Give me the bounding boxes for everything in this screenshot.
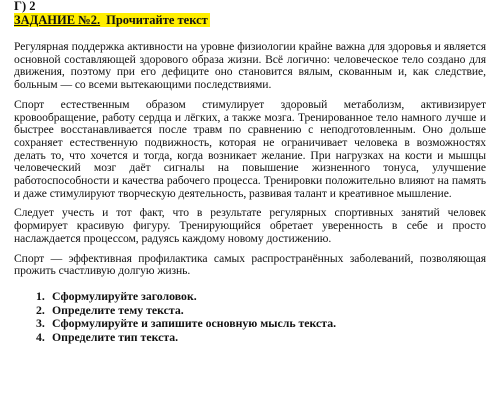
task-item-number: 4. bbox=[36, 329, 45, 344]
text-paragraph-1: Регулярная поддержка активности на уровне физиологии крайне важна для здоровья и является основной составляющей здорового образа жизни. Всё логично: человеческое тело создано для движения, поэтому при его дефиците оно становится вялым, скованным и, как следствие, больным — со всеми вытекающими последствиями. bbox=[14, 40, 486, 92]
text-paragraph-3: Следует учесть и тот факт, что в результате регулярных спортивных занятий человек формирует красивую фигуру. Тренирующийся обретает уверенность в себе и просто наслаждается процессом, радуясь каждому новому достижению. bbox=[14, 206, 486, 245]
task-item-text: Сформулируйте заголовок. bbox=[52, 288, 197, 303]
text-paragraph-4: Спорт — эффективная профилактика самых распространённых заболеваний, позволяющая прожить счастливую долгую жизнь. bbox=[14, 251, 486, 278]
worksheet-page bbox=[14, 0, 486, 344]
task-item-number: 3. bbox=[36, 316, 45, 331]
task-number: ЗАДАНИЕ №2. bbox=[14, 13, 101, 27]
text-paragraph-2: Спорт естественным образом стимулирует здоровый метаболизм, активизирует кровообращение, работу сердца и лёгких, а также мозга. Тренированное тело намного лучше и быстрее восстанавливается после травм по сравнению с неподготовленным. Оно дольше сохраняет естественную подвижность, которая не ограничивает человека в возможностях делать то, что хочется и тогда, когда возникает желание. При нагрузках на кости и мышцы человеческий мозг даёт сигналы на повышение жизненного тонуса, улучшение работоспособности и качества рабочего процесса. Тренировки положительно влияют на память и даже стимулируют творческую деятельность, развивая талант и креативное мышление. bbox=[14, 97, 486, 200]
task-item-3 bbox=[36, 317, 486, 331]
task-instruction: Прочитайте текст bbox=[106, 13, 208, 27]
section-label: Г) 2 bbox=[14, 0, 36, 13]
task-item-number: 1. bbox=[36, 288, 45, 303]
task-heading-highlight bbox=[14, 13, 210, 27]
task-item-text: Определите тему текста. bbox=[52, 302, 184, 317]
task-item-text: Определите тип текста. bbox=[52, 329, 179, 344]
task-heading bbox=[14, 13, 486, 27]
task-item-1 bbox=[36, 290, 486, 304]
task-list bbox=[14, 290, 486, 344]
task-item-4 bbox=[36, 331, 486, 345]
task-item-text: Сформулируйте и запишите основную мысль текста. bbox=[52, 316, 337, 331]
task-item-2 bbox=[36, 304, 486, 318]
task-item-number: 2. bbox=[36, 302, 45, 317]
